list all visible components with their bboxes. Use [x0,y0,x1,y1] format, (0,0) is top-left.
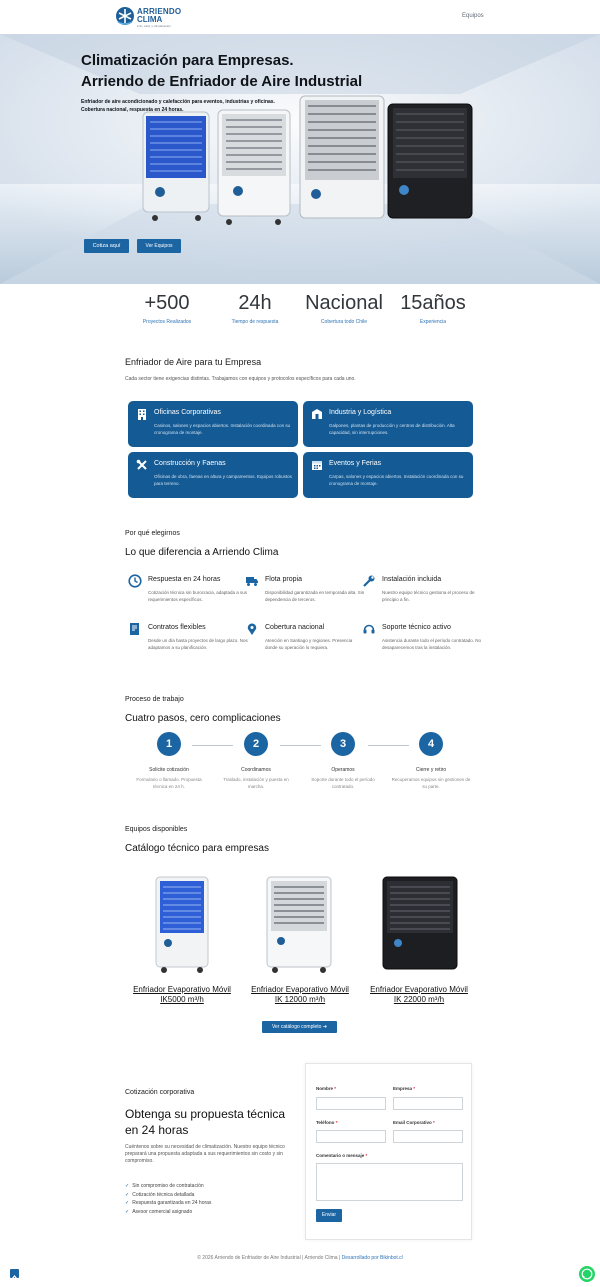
quote-checklist [125,1182,211,1216]
site-header [0,0,600,34]
factory-icon [311,408,323,420]
why-eyebrow: Por qué elegirnos [125,530,180,537]
cooler-black-image [388,104,472,218]
step-title: Coordinamos [241,767,271,773]
message-label [316,1153,367,1158]
feature-title: Soporte técnico activo [382,624,451,631]
feature-title: Respuesta en 24 horas [148,576,221,583]
quote-title-line2: en 24 horas [125,1123,189,1137]
chevron-up-icon [10,1273,19,1282]
sector-card-offices[interactable] [128,401,298,447]
product-link-ik22000[interactable] [359,985,479,1005]
step-1 [129,767,209,790]
scroll-to-top-button[interactable] [10,1269,19,1278]
truck-icon [245,574,259,588]
hero-title-line1: Climatización para Empresas. [81,52,294,69]
checklist-text: Respuesta garantizada en 24 horas [132,1200,212,1206]
stat-coverage [298,291,390,325]
company-label [393,1086,415,1091]
stat-label: Tiempo de respuesta [231,319,279,325]
view-catalog-label: Ver catálogo completo [271,1024,322,1030]
whatsapp-icon [579,1266,595,1282]
building-icon [136,408,148,420]
quote-title-line1: Obtenga su propuesta técnica [125,1107,286,1121]
stat-value: 24h [238,292,272,314]
stat-response-time [210,291,300,325]
required-mark: * [433,1120,435,1125]
wrench-icon [362,574,376,588]
headset-icon [362,622,376,636]
name-label [316,1086,336,1091]
stat-projects [122,291,212,325]
hero-subtitle-line2: Cobertura nacional, respuesta en 24 horas. [81,107,184,113]
email-input[interactable] [393,1130,463,1143]
calendar-icon [311,459,323,471]
hero-subtitle [81,98,341,114]
step-2 [216,767,296,790]
checklist-text: Cotización técnica detallada [132,1191,195,1198]
feature-description: Asistencia durante todo el período contratado. No desaparecemos tras la instalación. [382,638,482,650]
required-mark: * [365,1153,368,1158]
required-mark: * [413,1086,416,1091]
feature-description: Desde un día hasta proyectos de largo plazo. Nos adaptamos a su planificación. [148,638,248,650]
process-title: Cuatro pasos, cero complicaciones [125,713,281,724]
product-name-line1: Enfriador Evaporativo Móvil [133,985,231,994]
why-title: Lo que diferencia a Arriendo Clima [125,547,279,558]
feature-description: Atención en Santiago y regiones. Presencia donde su operación lo requiera. [265,638,353,650]
sector-card-events[interactable] [303,452,473,498]
site-footer [0,1255,600,1261]
sectors-title: Enfriador de Aire para tu Empresa [125,357,262,367]
product-link-ik5000[interactable] [122,985,242,1005]
process-eyebrow: Proceso de trabajo [125,696,184,703]
check-icon: ✓ [125,1183,130,1189]
logo[interactable] [115,4,185,30]
message-textarea[interactable] [316,1163,463,1201]
email-label-text: Email Corporativo [393,1120,432,1125]
stat-value: 15años [400,292,466,314]
logo-name-line2: CLIMA [137,15,163,24]
nav-equipos-link[interactable]: Equipos [462,13,484,19]
whatsapp-button[interactable] [579,1266,595,1282]
feature-title: Contratos flexibles [148,624,206,631]
email-label [393,1120,435,1125]
product-name-line2: IK 22000 m³/h [393,995,445,1004]
feature-description: Disponibilidad garantizada en temporada alta. Sin dependencia de terceros. [265,590,365,602]
copyright-text: © 2026 Arriendo de Enfriador de Aire Industrial | Arriendo Clima | [197,1255,342,1261]
cooler-large-white-image [300,96,384,218]
sector-card-construction[interactable] [128,452,298,498]
hero-title [81,50,362,92]
step-number-2: 2 [244,732,268,756]
step-3 [303,767,383,790]
product-image-ik22000[interactable] [380,875,460,975]
check-icon: ✓ [125,1191,130,1198]
contract-icon [128,622,142,636]
product-image-ik5000[interactable] [152,875,212,975]
cooler-blue-image [143,112,209,221]
sectors-intro: Cada sector tiene exigencias distintas. Trabajamos con equipos y protocolos específicos para cada uno. [125,376,356,382]
stat-experience [388,291,478,325]
quote-button[interactable]: Cotiza aquí [84,239,129,253]
check-icon: ✓ [125,1208,130,1215]
view-catalog-button[interactable] [262,1021,337,1033]
view-equipment-button[interactable]: Ver Equipos [137,239,181,253]
stat-label: Experiencia [419,319,447,325]
step-description: Recuperamos equipos sin gestiones de su parte. [391,777,471,789]
step-number-3: 3 [331,732,355,756]
product-name-line2: IK5000 m³/h [160,995,204,1004]
quote-eyebrow: Cotización corporativa [125,1089,195,1096]
stat-label: Proyectos Realizados [142,319,192,325]
card-title: Oficinas Corporativas [154,409,221,416]
quote-description: Cuéntenos sobre su necesidad de climatización. Nuestro equipo técnico preparará una propuesta adaptada a sus requerimientos sin costo y sin compromiso. [125,1144,285,1164]
step-number-4: 4 [419,732,443,756]
feature-description: Cotización técnica sin burocracia, adaptada a sus requerimientos específicos. [148,590,248,602]
step-description: Formulario o llamado. Propuesta técnica en 24 h. [136,777,202,789]
checklist-text: Sin compromiso de contratación [132,1183,204,1189]
logo-tagline: Frío, calor y climatización [137,24,171,28]
step-description: Soporte durante todo el período contratado. [311,777,375,789]
phone-input[interactable] [316,1130,386,1143]
name-label-text: Nombre [316,1086,334,1091]
message-label-text: Comentario o mensaje [316,1153,365,1158]
card-description: Carpas, salones y espacios abiertos. Instalación coordinada con su cronograma de montaje. [329,474,464,486]
required-mark: * [335,1120,338,1125]
logo-snowflake-icon [115,4,135,28]
stat-label: Cobertura todo Chile [320,319,368,325]
step-title: Solicite cotización [149,767,189,773]
clock-icon [128,574,142,588]
product-name-line1: Enfriador Evaporativo Móvil [370,985,468,994]
step-4 [391,767,471,790]
catalog-eyebrow: Equipos disponibles [125,826,188,833]
card-title: Industria y Logística [329,409,392,416]
stat-value: Nacional [305,292,383,314]
company-input[interactable] [393,1097,463,1110]
card-title: Construcción y Faenas [154,460,226,467]
checklist-text: Asesor comercial asignado [132,1208,193,1215]
step-connector [368,745,409,746]
checklist-item [125,1208,211,1217]
submit-button[interactable]: Enviar [316,1209,342,1222]
step-number-1: 1 [157,732,181,756]
checklist-item [125,1199,211,1208]
company-label-text: Empresa [393,1086,413,1091]
checklist-item [125,1182,211,1191]
product-name-line1: Enfriador Evaporativo Móvil [251,985,349,994]
arrow-right-icon: ➜ [322,1024,328,1030]
product-name-line2: IK 12000 m³/h [274,995,326,1004]
location-pin-icon [245,622,259,636]
tools-icon [136,459,148,471]
catalog-title: Catálogo técnico para empresas [125,843,269,854]
check-icon: ✓ [125,1200,130,1206]
logo-name-line1: ARRIENDO [137,7,182,16]
hero-title-line2: Arriendo de Enfriador de Aire Industrial [81,73,363,90]
checklist-item [125,1191,211,1200]
step-title: Cierre y retiro [415,767,447,773]
feature-description: Nuestro equipo técnico gestiona el proceso de principio a fin. [382,590,475,602]
card-description: Galpones, plantas de producción y centros de distribución. Alta capacidad, sin interrupciones. [329,423,455,435]
sector-card-industry[interactable] [303,401,473,447]
feature-title: Instalación incluida [382,576,442,583]
card-description: Casinos, salones y espacios abiertos. Instalación coordinada con su cronograma de montaje. [154,423,291,435]
required-mark: * [334,1086,337,1091]
card-title: Eventos y Ferias [329,460,382,467]
phone-label [316,1120,337,1125]
feature-title: Flota propia [265,576,302,583]
quote-title [125,1106,285,1138]
card-description: Oficinas de obra, faenas en altura y campamentos. Equipos robustos para terreno. [154,474,292,486]
feature-title: Cobertura nacional [265,624,325,631]
hero-banner [0,34,600,284]
step-description: Traslado, instalación y puesta en marcha. [223,777,289,789]
name-input[interactable] [316,1097,386,1110]
phone-label-text: Teléfono [316,1120,335,1125]
product-image-ik12000[interactable] [263,875,335,975]
cooler-white-image [218,110,290,225]
hero-subtitle-line1: Enfriador de aire acondicionado y calefacción para eventos, industrias y oficinas. [81,99,275,105]
stat-value: +500 [144,292,190,314]
step-connector [280,745,321,746]
developer-credit-link[interactable]: Desarrollado por Bikinbot.cl [341,1255,403,1261]
quote-form [305,1063,472,1240]
step-title: Operamos [331,767,355,773]
product-link-ik12000[interactable] [240,985,360,1005]
step-connector [192,745,233,746]
